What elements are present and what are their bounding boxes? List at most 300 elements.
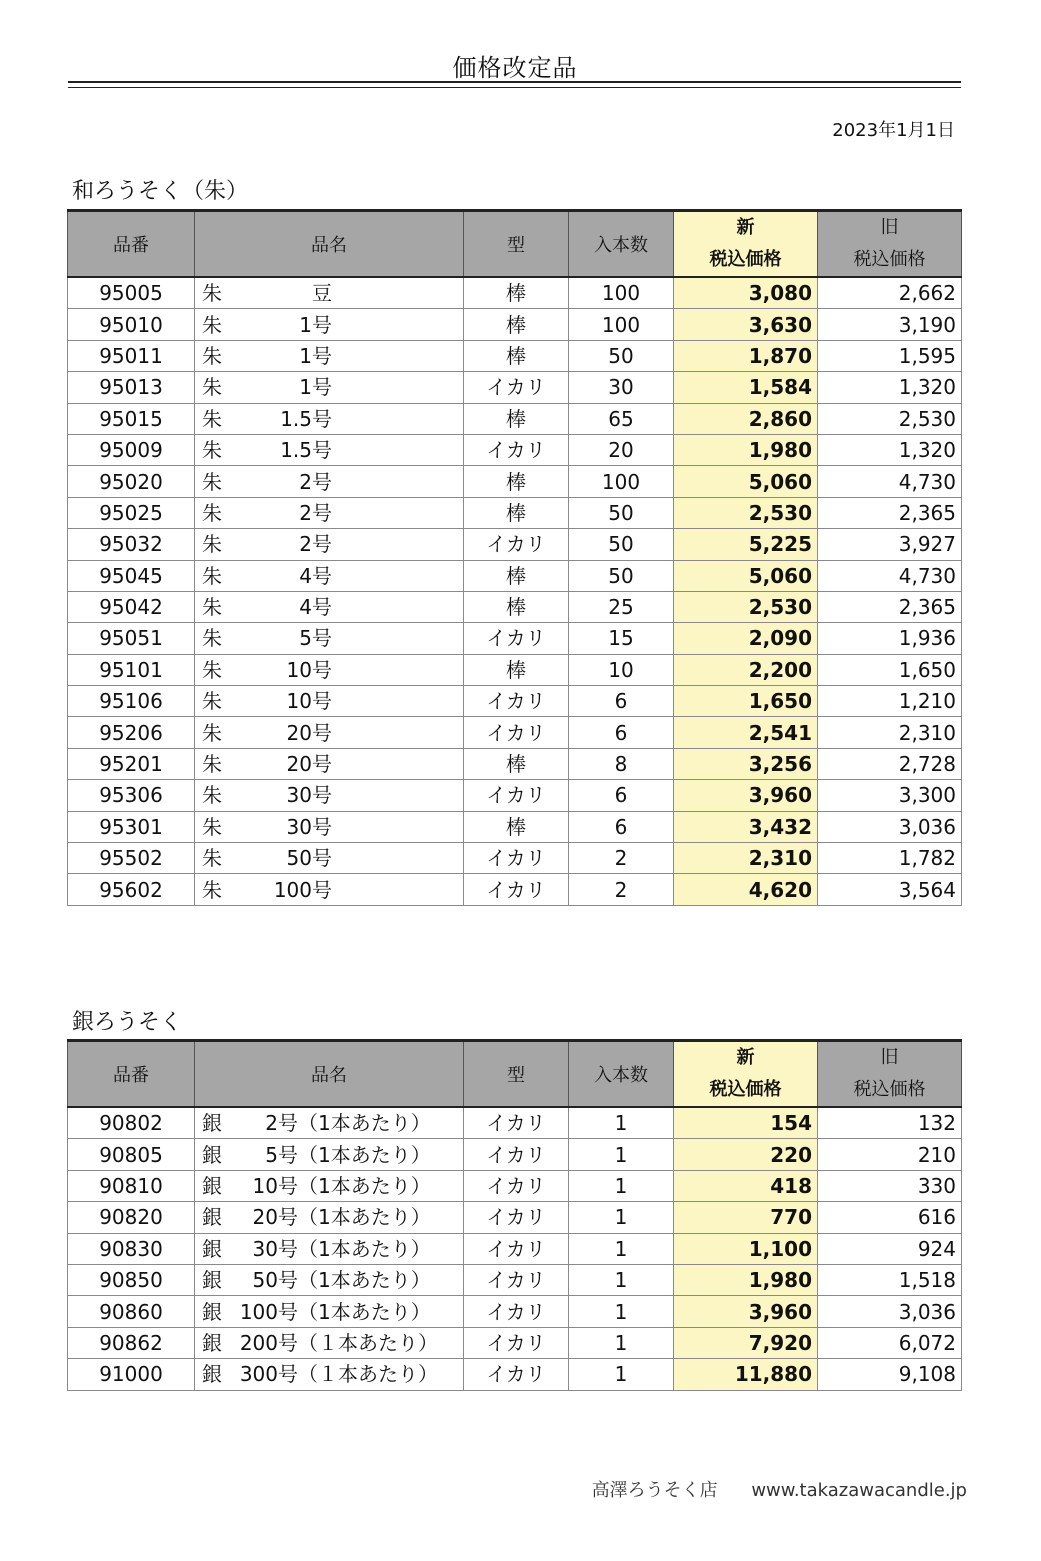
header-new-label: 新 (736, 1047, 755, 1068)
table-row (68, 497, 962, 528)
cell-name (195, 403, 464, 434)
cell-qty: 6 (569, 811, 674, 842)
cell-qty: 1 (569, 1139, 674, 1170)
document-date: 2023年1月1日 (832, 120, 955, 141)
item-size: 2号 (299, 469, 332, 494)
cell-code: 95032 (68, 529, 195, 560)
cell-old-price: 924 (818, 1233, 962, 1264)
item-note: （1本あたり） (298, 1142, 431, 1167)
cell-qty: 100 (569, 309, 674, 340)
item-prefix: 朱 (202, 626, 222, 651)
cell-qty: 50 (569, 560, 674, 591)
table-row (68, 686, 962, 717)
cell-qty: 20 (569, 434, 674, 465)
cell-qty: 15 (569, 623, 674, 654)
table-row (68, 843, 962, 874)
cell-code: 91000 (68, 1359, 195, 1390)
item-prefix: 朱 (202, 312, 222, 337)
header-new-sub: 税込価格 (709, 249, 782, 270)
cell-old-price: 3,036 (818, 1296, 962, 1327)
cell-name (195, 717, 464, 748)
cell-code: 90810 (68, 1170, 195, 1201)
header-old-sub: 税込価格 (853, 249, 926, 270)
cell-code: 95502 (68, 843, 195, 874)
price-table-shu (67, 209, 962, 906)
item-size: 30号 (286, 814, 332, 839)
header-type: 型 (464, 1041, 569, 1108)
table-row (68, 277, 962, 309)
item-size: 50号 (286, 846, 332, 871)
table-row (68, 623, 962, 654)
cell-qty: 25 (569, 591, 674, 622)
table-row (68, 748, 962, 779)
cell-old-price: 1,210 (818, 686, 962, 717)
cell-new-price: 154 (674, 1107, 818, 1139)
cell-name (195, 1264, 464, 1295)
item-prefix: 朱 (202, 438, 222, 463)
header-qty: 入本数 (569, 1041, 674, 1108)
cell-code: 95009 (68, 434, 195, 465)
item-prefix: 朱 (202, 720, 222, 745)
cell-old-price: 3,036 (818, 811, 962, 842)
table-row (68, 466, 962, 497)
cell-code: 95013 (68, 372, 195, 403)
cell-name (195, 277, 464, 309)
table-row (68, 654, 962, 685)
cell-old-price: 4,730 (818, 560, 962, 591)
header-new-price (674, 211, 818, 278)
cell-qty: 1 (569, 1233, 674, 1264)
cell-qty: 1 (569, 1359, 674, 1390)
item-prefix: 朱 (202, 343, 222, 368)
item-prefix: 朱 (202, 500, 222, 525)
cell-new-price: 418 (674, 1170, 818, 1201)
item-note: （1本あたり） (298, 1236, 431, 1261)
header-name: 品名 (195, 211, 464, 278)
table-body-shu (68, 277, 962, 905)
cell-qty: 2 (569, 843, 674, 874)
cell-name (195, 372, 464, 403)
header-old-sub: 税込価格 (853, 1079, 926, 1100)
item-size: 10号 (286, 657, 332, 682)
cell-new-price: 5,060 (674, 466, 818, 497)
cell-new-price: 2,090 (674, 623, 818, 654)
cell-code: 90860 (68, 1296, 195, 1327)
cell-type: 棒 (464, 309, 569, 340)
table-row (68, 591, 962, 622)
cell-code: 95306 (68, 780, 195, 811)
table-row (68, 1296, 962, 1327)
header-qty: 入本数 (569, 211, 674, 278)
item-prefix: 銀 (202, 1330, 222, 1355)
cell-code: 95045 (68, 560, 195, 591)
item-prefix: 銀 (202, 1173, 222, 1198)
item-note: （1本あたり） (298, 1205, 431, 1230)
table-row (68, 1327, 962, 1358)
cell-old-price: 1,595 (818, 340, 962, 371)
cell-code: 95206 (68, 717, 195, 748)
cell-old-price: 2,662 (818, 277, 962, 309)
header-name: 品名 (195, 1041, 464, 1108)
table-header-row (68, 1041, 962, 1108)
cell-type: イカリ (464, 717, 569, 748)
item-prefix: 銀 (202, 1268, 222, 1293)
cell-type: イカリ (464, 686, 569, 717)
item-prefix: 朱 (202, 846, 222, 871)
item-prefix: 朱 (202, 657, 222, 682)
cell-qty: 1 (569, 1107, 674, 1139)
header-code: 品番 (68, 1041, 195, 1108)
cell-name (195, 686, 464, 717)
cell-old-price: 4,730 (818, 466, 962, 497)
cell-name (195, 780, 464, 811)
cell-name (195, 1139, 464, 1170)
table-row (68, 1264, 962, 1295)
cell-name (195, 1296, 464, 1327)
cell-old-price: 2,728 (818, 748, 962, 779)
header-old-label: 旧 (880, 1047, 899, 1068)
item-prefix: 朱 (202, 689, 222, 714)
cell-name (195, 1327, 464, 1358)
cell-qty: 6 (569, 686, 674, 717)
cell-new-price: 3,080 (674, 277, 818, 309)
cell-type: イカリ (464, 529, 569, 560)
cell-code: 95301 (68, 811, 195, 842)
cell-qty: 65 (569, 403, 674, 434)
item-prefix: 銀 (202, 1362, 222, 1387)
table-row (68, 1202, 962, 1233)
cell-name (195, 748, 464, 779)
cell-code: 95011 (68, 340, 195, 371)
cell-old-price: 1,782 (818, 843, 962, 874)
cell-new-price: 1,980 (674, 434, 818, 465)
item-size: 10号 (286, 689, 332, 714)
item-size: 300号 (239, 1362, 298, 1387)
item-size: 1号 (299, 312, 332, 337)
cell-new-price: 2,530 (674, 497, 818, 528)
item-prefix: 銀 (202, 1299, 222, 1324)
cell-qty: 50 (569, 529, 674, 560)
cell-new-price: 3,432 (674, 811, 818, 842)
item-prefix: 朱 (202, 563, 222, 588)
cell-new-price: 1,980 (674, 1264, 818, 1295)
cell-new-price: 770 (674, 1202, 818, 1233)
item-prefix: 朱 (202, 375, 222, 400)
cell-new-price: 5,060 (674, 560, 818, 591)
item-size: 1号 (299, 375, 332, 400)
cell-qty: 1 (569, 1202, 674, 1233)
cell-old-price: 3,190 (818, 309, 962, 340)
cell-old-price: 6,072 (818, 1327, 962, 1358)
item-prefix: 銀 (202, 1142, 222, 1167)
footer-url: www.takazawacandle.jp (751, 1480, 967, 1501)
cell-name (195, 466, 464, 497)
cell-name (195, 1170, 464, 1201)
cell-name (195, 560, 464, 591)
header-new-label: 新 (736, 217, 755, 238)
item-prefix: 朱 (202, 469, 222, 494)
cell-name (195, 434, 464, 465)
cell-code: 90805 (68, 1139, 195, 1170)
cell-type: イカリ (464, 1202, 569, 1233)
item-size: 1.5号 (280, 406, 332, 431)
cell-name (195, 843, 464, 874)
cell-code: 90820 (68, 1202, 195, 1233)
cell-qty: 50 (569, 497, 674, 528)
cell-name (195, 1359, 464, 1390)
item-size: 2号 (299, 500, 332, 525)
cell-name (195, 1107, 464, 1139)
item-note: （１本あたり） (298, 1362, 438, 1387)
cell-type: イカリ (464, 1233, 569, 1264)
cell-old-price: 3,564 (818, 874, 962, 905)
cell-qty: 1 (569, 1296, 674, 1327)
table-row (68, 780, 962, 811)
cell-old-price: 3,927 (818, 529, 962, 560)
cell-qty: 30 (569, 372, 674, 403)
cell-code: 90862 (68, 1327, 195, 1358)
cell-new-price: 2,530 (674, 591, 818, 622)
cell-name (195, 1233, 464, 1264)
cell-type: イカリ (464, 1139, 569, 1170)
item-prefix: 銀 (202, 1236, 222, 1261)
document-title: 価格改定品 (452, 54, 578, 82)
cell-old-price: 132 (818, 1107, 962, 1139)
item-size: 10号 (252, 1173, 298, 1198)
cell-code: 90802 (68, 1107, 195, 1139)
cell-type: 棒 (464, 748, 569, 779)
cell-name (195, 309, 464, 340)
cell-qty: 2 (569, 874, 674, 905)
item-size: 2号 (265, 1111, 298, 1136)
item-size: 1.5号 (280, 438, 332, 463)
cell-new-price: 3,960 (674, 780, 818, 811)
cell-qty: 10 (569, 654, 674, 685)
cell-old-price: 2,310 (818, 717, 962, 748)
header-old-label: 旧 (880, 217, 899, 238)
cell-new-price: 1,100 (674, 1233, 818, 1264)
cell-type: イカリ (464, 1107, 569, 1139)
footer (592, 1476, 967, 1502)
cell-new-price: 2,310 (674, 843, 818, 874)
item-prefix: 銀 (202, 1205, 222, 1230)
cell-type: イカリ (464, 372, 569, 403)
cell-type: 棒 (464, 277, 569, 309)
cell-qty: 1 (569, 1264, 674, 1295)
table-row (68, 434, 962, 465)
cell-type: イカリ (464, 874, 569, 905)
item-note: （1本あたり） (298, 1173, 431, 1198)
item-size: 20号 (286, 752, 332, 777)
table-row (68, 1359, 962, 1390)
item-size: 20号 (286, 720, 332, 745)
item-size: 100号 (239, 1299, 298, 1324)
cell-type: イカリ (464, 434, 569, 465)
item-size: 2号 (299, 532, 332, 557)
table-row (68, 309, 962, 340)
cell-name (195, 340, 464, 371)
cell-new-price: 7,920 (674, 1327, 818, 1358)
item-size: 1号 (299, 343, 332, 368)
cell-name (195, 811, 464, 842)
cell-new-price: 4,620 (674, 874, 818, 905)
table-row (68, 1107, 962, 1139)
header-new-price (674, 1041, 818, 1108)
table-row (68, 560, 962, 591)
item-size: 100号 (273, 877, 332, 902)
cell-type: 棒 (464, 654, 569, 685)
cell-code: 95042 (68, 591, 195, 622)
cell-code: 95020 (68, 466, 195, 497)
cell-old-price: 330 (818, 1170, 962, 1201)
table-row (68, 717, 962, 748)
header-old-price (818, 211, 962, 278)
cell-name (195, 623, 464, 654)
item-prefix: 朱 (202, 406, 222, 431)
section-title-shu: 和ろうそく（朱） (72, 179, 249, 204)
item-prefix: 朱 (202, 783, 222, 808)
cell-type: イカリ (464, 1327, 569, 1358)
cell-new-price: 5,225 (674, 529, 818, 560)
item-size: 20号 (252, 1205, 298, 1230)
cell-qty: 1 (569, 1170, 674, 1201)
item-prefix: 朱 (202, 595, 222, 620)
cell-old-price: 2,530 (818, 403, 962, 434)
item-size: 30号 (252, 1236, 298, 1261)
item-size: 50号 (252, 1268, 298, 1293)
header-type: 型 (464, 211, 569, 278)
cell-type: 棒 (464, 466, 569, 497)
cell-type: イカリ (464, 1296, 569, 1327)
cell-code: 95602 (68, 874, 195, 905)
table-row (68, 340, 962, 371)
cell-new-price: 3,630 (674, 309, 818, 340)
cell-type: 棒 (464, 340, 569, 371)
cell-old-price: 1,936 (818, 623, 962, 654)
price-table-gin (67, 1039, 962, 1391)
cell-type: イカリ (464, 1359, 569, 1390)
table-row (68, 372, 962, 403)
cell-code: 90850 (68, 1264, 195, 1295)
item-prefix: 銀 (202, 1111, 222, 1136)
table-row (68, 1170, 962, 1201)
cell-code: 95010 (68, 309, 195, 340)
cell-new-price: 2,200 (674, 654, 818, 685)
header-new-sub: 税込価格 (709, 1079, 782, 1100)
cell-type: 棒 (464, 560, 569, 591)
item-prefix: 朱 (202, 877, 222, 902)
cell-new-price: 1,584 (674, 372, 818, 403)
cell-name (195, 874, 464, 905)
section-title-gin: 銀ろうそく (72, 1010, 183, 1035)
cell-code: 95025 (68, 497, 195, 528)
cell-name (195, 1202, 464, 1233)
item-prefix: 朱 (202, 814, 222, 839)
item-size: 5号 (265, 1142, 298, 1167)
cell-name (195, 654, 464, 685)
cell-code: 90830 (68, 1233, 195, 1264)
cell-type: 棒 (464, 403, 569, 434)
cell-code: 95201 (68, 748, 195, 779)
title-underline (68, 81, 961, 88)
cell-type: 棒 (464, 811, 569, 842)
cell-old-price: 3,300 (818, 780, 962, 811)
cell-code: 95101 (68, 654, 195, 685)
cell-new-price: 11,880 (674, 1359, 818, 1390)
cell-new-price: 3,256 (674, 748, 818, 779)
cell-code: 95106 (68, 686, 195, 717)
item-size: 4号 (299, 563, 332, 588)
cell-new-price: 2,860 (674, 403, 818, 434)
header-code: 品番 (68, 211, 195, 278)
footer-shop-name: 高澤ろうそく店 (591, 1480, 718, 1501)
table-header-row (68, 211, 962, 278)
cell-qty: 6 (569, 717, 674, 748)
cell-new-price: 3,960 (674, 1296, 818, 1327)
cell-qty: 1 (569, 1327, 674, 1358)
cell-code: 95015 (68, 403, 195, 434)
table-row (68, 874, 962, 905)
item-note: （1本あたり） (298, 1268, 431, 1293)
item-prefix: 朱 (202, 532, 222, 557)
cell-qty: 100 (569, 277, 674, 309)
cell-type: 棒 (464, 591, 569, 622)
cell-type: 棒 (464, 497, 569, 528)
table-row (68, 1139, 962, 1170)
cell-old-price: 9,108 (818, 1359, 962, 1390)
table-row (68, 811, 962, 842)
cell-name (195, 497, 464, 528)
cell-name (195, 591, 464, 622)
cell-new-price: 1,870 (674, 340, 818, 371)
item-size: 豆 (312, 281, 332, 306)
item-size: 4号 (299, 595, 332, 620)
item-prefix: 朱 (202, 752, 222, 777)
cell-old-price: 1,518 (818, 1264, 962, 1295)
table-row (68, 403, 962, 434)
cell-qty: 8 (569, 748, 674, 779)
cell-new-price: 1,650 (674, 686, 818, 717)
cell-qty: 6 (569, 780, 674, 811)
item-size: 5号 (299, 626, 332, 651)
cell-type: イカリ (464, 780, 569, 811)
cell-code: 95051 (68, 623, 195, 654)
header-old-price (818, 1041, 962, 1108)
cell-new-price: 220 (674, 1139, 818, 1170)
cell-qty: 50 (569, 340, 674, 371)
cell-code: 95005 (68, 277, 195, 309)
cell-type: イカリ (464, 1170, 569, 1201)
cell-old-price: 1,650 (818, 654, 962, 685)
cell-old-price: 1,320 (818, 372, 962, 403)
item-note: （1本あたり） (298, 1111, 431, 1136)
item-size: 30号 (286, 783, 332, 808)
cell-old-price: 210 (818, 1139, 962, 1170)
cell-old-price: 1,320 (818, 434, 962, 465)
cell-qty: 100 (569, 466, 674, 497)
item-prefix: 朱 (202, 281, 222, 306)
item-note: （1本あたり） (298, 1299, 431, 1324)
table-row (68, 1233, 962, 1264)
table-row (68, 529, 962, 560)
table-body-gin (68, 1107, 962, 1390)
cell-old-price: 2,365 (818, 497, 962, 528)
cell-new-price: 2,541 (674, 717, 818, 748)
item-note: （１本あたり） (298, 1330, 438, 1355)
item-size: 200号 (239, 1330, 298, 1355)
cell-old-price: 2,365 (818, 591, 962, 622)
cell-type: イカリ (464, 1264, 569, 1295)
